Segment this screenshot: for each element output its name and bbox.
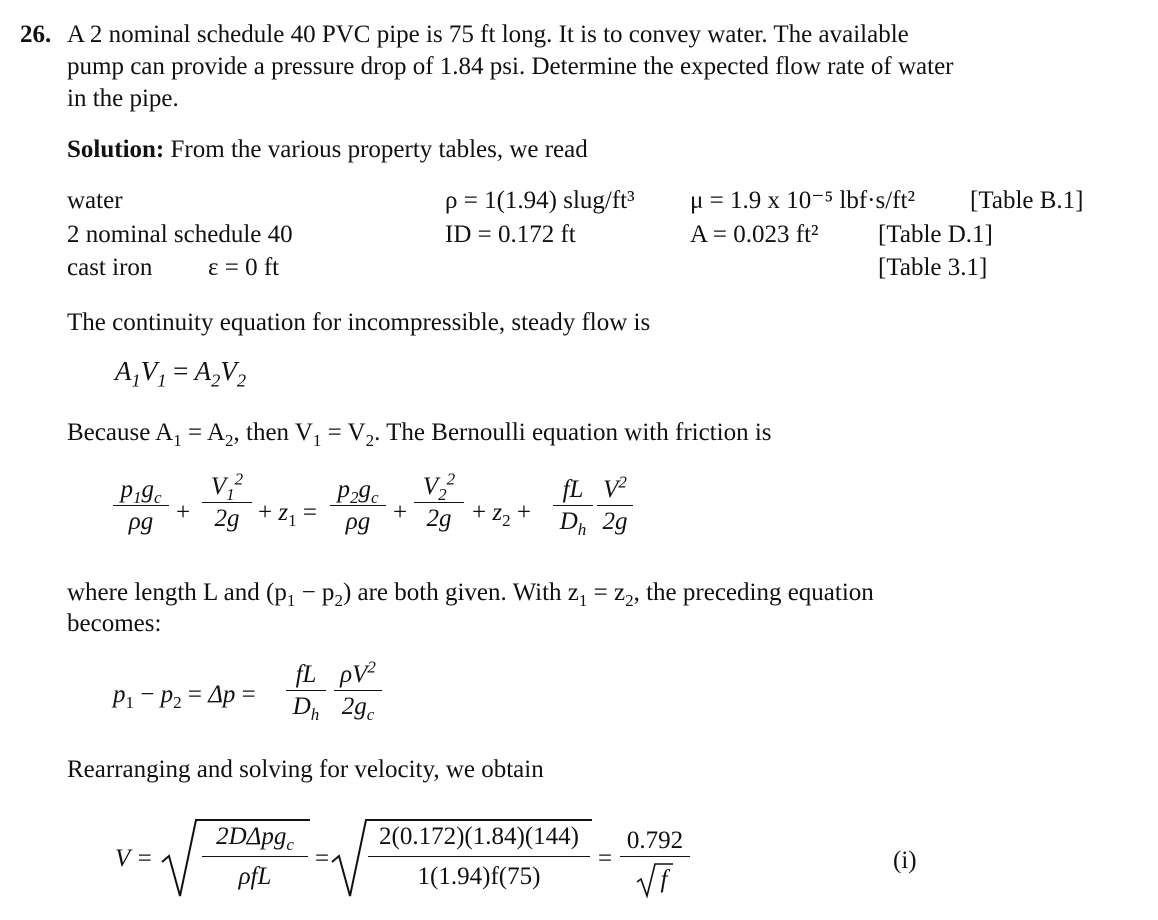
- property-roughness: ε = 0 ft: [208, 254, 280, 281]
- property-ref-3-1: [Table 3.1]: [878, 254, 988, 281]
- property-density: ρ = 1(1.94) slug/ft³: [445, 187, 635, 214]
- because-part-b: = A: [181, 419, 225, 446]
- problem-line-3: in the pipe.: [67, 85, 179, 112]
- property-viscosity: μ = 1.9 x 10⁻⁵ lbf·s/ft²: [690, 187, 915, 214]
- problem-line-2: pump can provide a pressure drop of 1.84 psi. Determine the expected flow rate of water: [67, 53, 954, 80]
- sqrt-denominator-2: 1(1.94)f(75): [417, 863, 541, 890]
- where-part-a: where length L and (p: [67, 579, 287, 606]
- property-name-water: water: [67, 187, 123, 214]
- property-name-schedule: 2 nominal schedule 40: [67, 221, 293, 248]
- where-part-b: − p: [295, 579, 335, 606]
- problem-line-1: A 2 nominal schedule 40 PVC pipe is 75 ft long. It is to convey water. The available: [67, 21, 909, 48]
- continuity-text: The continuity equation for incompressible, steady flow is: [67, 309, 651, 336]
- because-part-a: Because A: [67, 419, 174, 446]
- because-part-e: . The Bernoulli equation with friction is: [374, 419, 772, 446]
- where-part-d: = z: [587, 579, 626, 606]
- because-part-d: = V: [321, 419, 366, 446]
- rearrange-text: Rearranging and solving for velocity, we obtain: [67, 756, 544, 783]
- sqrt-numerator-2: 2(0.172)(1.84)(144): [379, 823, 579, 850]
- solution-intro: [67, 137, 588, 162]
- sqrt-denominator-1: ρfL: [238, 863, 272, 890]
- property-ref-b1: [Table B.1]: [970, 187, 1084, 214]
- property-id: ID = 0.172 ft: [445, 221, 576, 248]
- result-numerator: 0.792: [626, 827, 684, 854]
- continuity-equation: $A_1V_1 = A_2V_2$: [115, 356, 246, 391]
- property-ref-d1: [Table D.1]: [878, 221, 993, 248]
- where-part-e: , the preceding equation: [633, 579, 874, 606]
- sqrt-numerator-1: 2DΔpg: [216, 823, 287, 850]
- property-name-cast-iron: cast iron: [67, 254, 153, 281]
- equation-number: (i): [893, 847, 917, 874]
- where-part-c: ) are both given. With z: [342, 579, 579, 606]
- problem-number: 26.: [20, 21, 52, 48]
- because-part-c: , then V: [233, 419, 313, 446]
- solution-intro-text: From the various property tables, we read: [164, 136, 588, 163]
- because-text: Because $A_1 = A_2$, then $V_1 = V_2$. The Bernoulli equation with friction is: [67, 419, 772, 450]
- where-text-line-1: where length L and $(p_1 - p_2)$ are both given. With $z_1 = z_2$, the preceding equation: [67, 579, 874, 610]
- solution-label: Solution:: [67, 136, 165, 163]
- property-area: A = 0.023 ft²: [690, 221, 819, 248]
- where-text-line-2: becomes:: [67, 610, 162, 637]
